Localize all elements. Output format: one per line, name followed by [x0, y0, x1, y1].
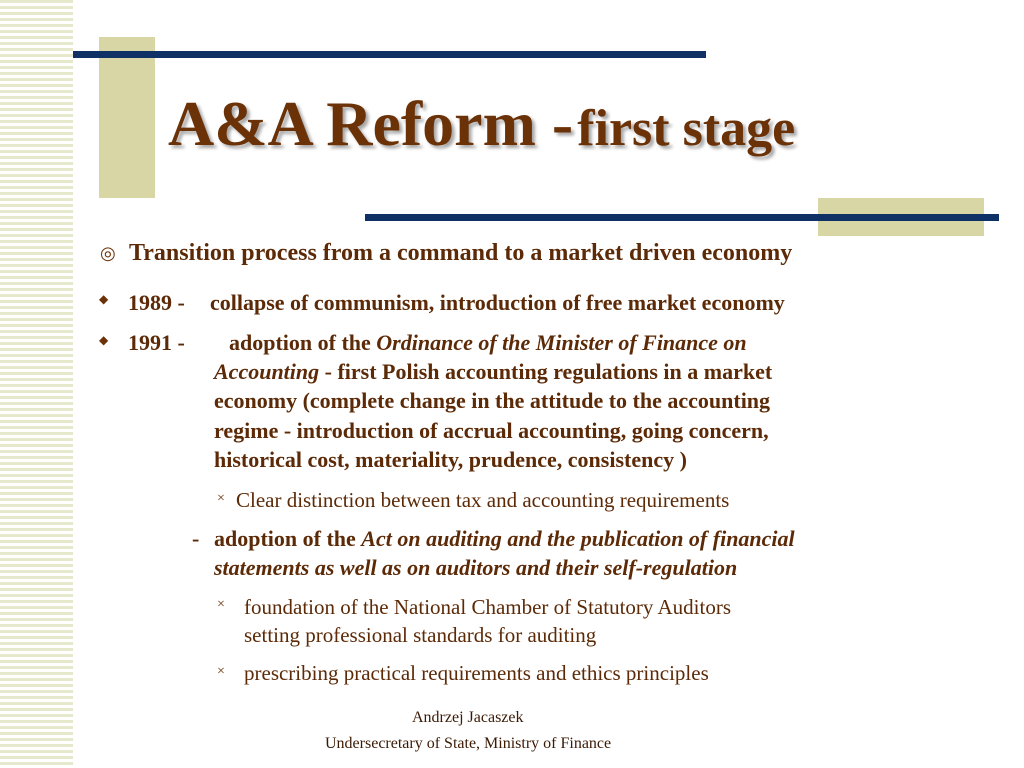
- cross-bullet-icon: ×: [217, 664, 225, 679]
- act-title-part-1: Act on auditing and the publication of financial: [361, 526, 795, 551]
- item-1991-line-5: historical cost, materiality, prudence, consistency ): [214, 447, 687, 472]
- item-1991-line-2: [214, 359, 772, 385]
- footer-author-name: Andrzej Jacaszek: [412, 709, 524, 726]
- footer-author-role: Undersecretary of State, Ministry of Finance: [325, 735, 612, 752]
- sub-bullet-chamber-line-2: setting professional standards for auditing: [244, 623, 597, 647]
- slide-title-main: A&A Reform -: [168, 88, 574, 159]
- section-heading: Transition process from a command to a market driven economy: [129, 240, 793, 266]
- dash-marker: -: [192, 526, 200, 551]
- slide-title-sub: first stage: [577, 100, 796, 157]
- act-title-part-2: statements as well as on auditors and their self-regulation: [214, 555, 738, 580]
- act-line-prefix: adoption of the: [214, 526, 362, 551]
- line-2-rest: - first Polish accounting regulations in a market: [319, 359, 773, 384]
- target-bullet-icon: ◎: [100, 243, 116, 263]
- diamond-bullet-icon: ◆: [99, 333, 109, 347]
- sub-bullet-chamber-line-1: foundation of the National Chamber of Statutory Auditors: [244, 595, 731, 619]
- diamond-bullet-icon: ◆: [99, 292, 109, 306]
- sub-bullet-ethics: prescribing practical requirements and ethics principles: [244, 661, 709, 685]
- cross-bullet-icon: ×: [217, 597, 225, 612]
- cross-bullet-icon: ×: [217, 491, 225, 506]
- ordinance-title-part-1: Ordinance of the Minister of Finance on: [376, 330, 747, 355]
- item-1991-line-1: [229, 330, 747, 356]
- item-1989-text: collapse of communism, introduction of free market economy: [210, 290, 785, 315]
- item-1991-line-4: regime - introduction of accrual accounting, going concern,: [214, 418, 769, 443]
- ordinance-title-part-2: Accounting: [214, 359, 320, 384]
- year-1989-label: 1989 -: [128, 290, 185, 315]
- line-1-prefix: adoption of the: [229, 330, 377, 355]
- act-line-1: [214, 526, 795, 552]
- year-1991-label: 1991 -: [128, 330, 185, 355]
- sub-bullet-tax-distinction: Clear distinction between tax and accounting requirements: [236, 488, 730, 512]
- item-1991-line-3: economy (complete change in the attitude to the accounting: [214, 388, 771, 413]
